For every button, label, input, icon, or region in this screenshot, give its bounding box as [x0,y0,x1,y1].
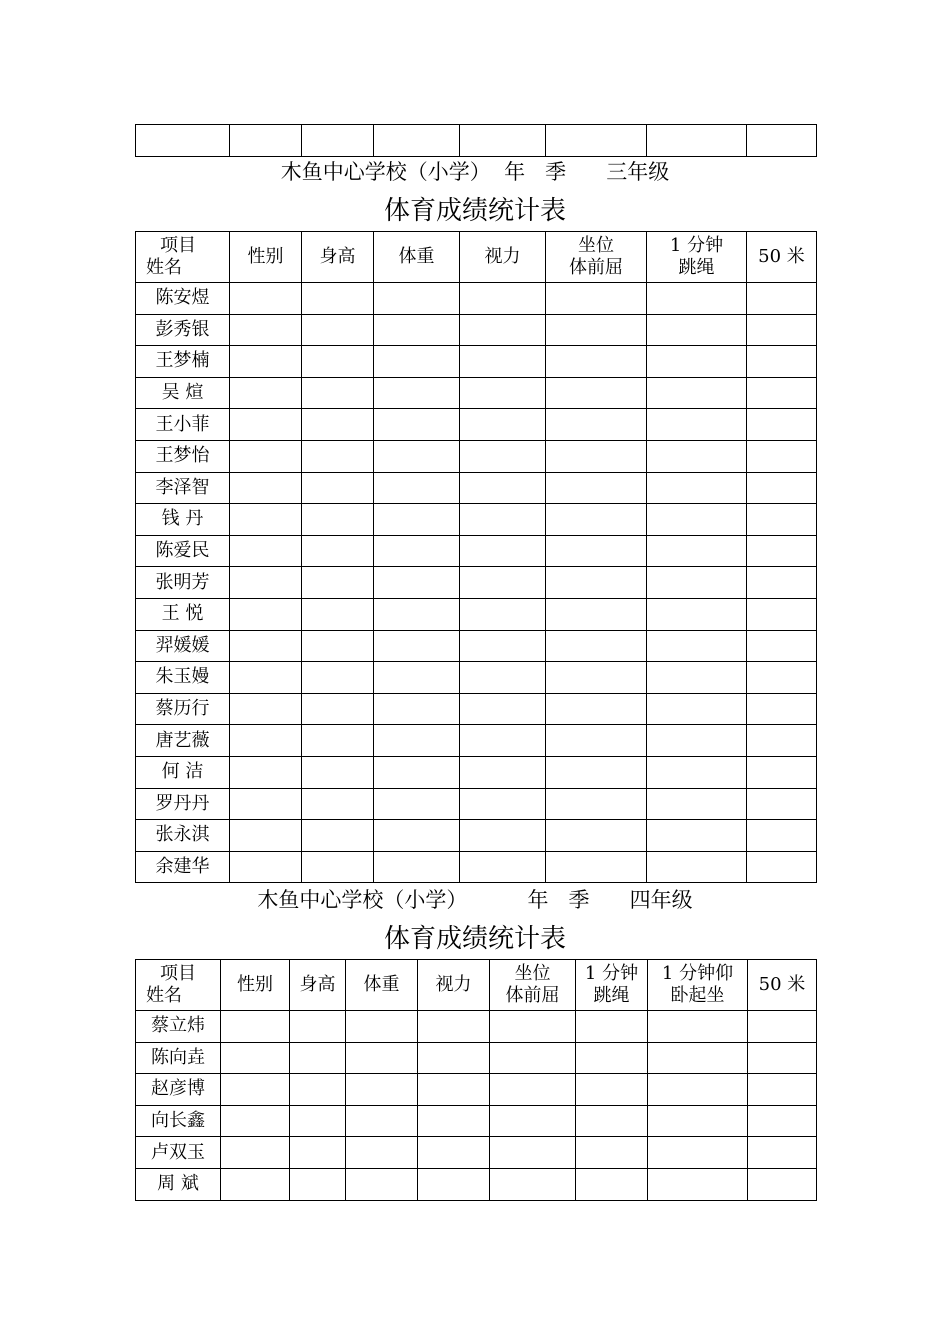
student-name: 彭秀银 [136,314,230,346]
score-cell[interactable] [302,662,374,694]
score-cell[interactable] [302,283,374,315]
score-cell[interactable] [374,504,460,536]
score-cell[interactable] [230,314,302,346]
score-cell[interactable] [460,535,546,567]
table-row [136,377,817,409]
score-cell[interactable] [290,1105,346,1137]
header-label: 50 米 [758,246,805,267]
header-label: 体前屈 [505,985,560,1006]
header-cell [748,960,817,1011]
student-name: 唐艺薇 [136,725,230,757]
score-cell[interactable] [374,598,460,630]
table-cell [374,125,460,157]
project-name-header [136,960,221,1011]
header-label: 跳绳 [593,985,630,1006]
score-cell[interactable] [346,1137,418,1169]
score-cell[interactable] [302,756,374,788]
score-cell[interactable] [490,1011,576,1043]
score-cell[interactable] [290,1168,346,1200]
header-cell [648,960,748,1011]
header-cell [576,960,648,1011]
project-label: 项目 [160,963,196,984]
score-cell[interactable] [460,725,546,757]
score-cell[interactable] [302,567,374,599]
score-cell[interactable] [747,472,817,504]
score-cell[interactable] [374,283,460,315]
score-cell[interactable] [221,1074,290,1106]
score-cell[interactable] [302,851,374,883]
score-cell[interactable] [546,346,647,378]
header-label: 体重 [363,974,400,995]
score-cell[interactable] [576,1074,648,1106]
score-cell[interactable] [230,472,302,504]
score-cell[interactable] [647,598,747,630]
score-cell[interactable] [747,725,817,757]
score-cell[interactable] [230,725,302,757]
table-row [136,1168,817,1200]
header-label: 50 米 [758,974,806,995]
score-cell[interactable] [302,725,374,757]
name-label: 姓名 [146,257,182,278]
score-cell[interactable] [748,1137,817,1169]
project-name-header [136,232,230,283]
score-cell[interactable] [647,314,747,346]
table-row [136,409,817,441]
student-name: 周 斌 [136,1168,221,1200]
student-name: 王 悦 [136,598,230,630]
score-cell[interactable] [460,377,546,409]
score-cell[interactable] [747,756,817,788]
score-cell[interactable] [418,1168,490,1200]
score-cell[interactable] [576,1042,648,1074]
score-cell[interactable] [418,1011,490,1043]
header-label: 卧起坐 [670,985,725,1006]
score-cell[interactable] [290,1011,346,1043]
score-cell[interactable] [221,1011,290,1043]
score-cell[interactable] [374,756,460,788]
score-cell[interactable] [546,504,647,536]
score-cell[interactable] [747,535,817,567]
score-cell[interactable] [230,346,302,378]
score-cell[interactable] [302,820,374,852]
table-row [136,504,817,536]
score-cell[interactable] [290,1137,346,1169]
header-cell [490,960,576,1011]
score-cell[interactable] [418,1137,490,1169]
score-cell[interactable] [546,409,647,441]
header-label: 视力 [435,974,472,995]
score-cell[interactable] [460,820,546,852]
score-cell[interactable] [546,820,647,852]
score-cell[interactable] [648,1011,748,1043]
section1-title: 体育成绩统计表 [383,196,566,226]
score-cell[interactable] [460,756,546,788]
header-cell [647,232,747,283]
score-cell[interactable] [748,1074,817,1106]
header-label: 坐位 [578,235,614,256]
table-cell [546,125,647,157]
table-row [136,1011,817,1043]
table-row [136,346,817,378]
score-cell[interactable] [460,346,546,378]
score-cell[interactable] [747,788,817,820]
score-cell[interactable] [546,440,647,472]
score-cell[interactable] [374,851,460,883]
score-cell[interactable] [460,788,546,820]
table-row [136,1137,817,1169]
score-cell[interactable] [747,314,817,346]
student-name: 张明芳 [136,567,230,599]
score-cell[interactable] [302,440,374,472]
header-label: 1 分钟 [669,235,724,256]
score-cell[interactable] [647,756,747,788]
score-cell[interactable] [302,535,374,567]
score-cell[interactable] [302,314,374,346]
table-row [136,567,817,599]
score-cell[interactable] [648,1105,748,1137]
header-cell [747,232,817,283]
score-cell[interactable] [460,440,546,472]
table-row [136,662,817,694]
score-cell[interactable] [290,1042,346,1074]
score-cell[interactable] [747,630,817,662]
score-cell[interactable] [647,535,747,567]
top-partial-table [135,124,817,157]
score-cell[interactable] [546,472,647,504]
score-cell[interactable] [346,1074,418,1106]
score-cell[interactable] [747,662,817,694]
table-row [136,283,817,315]
table-row [136,630,817,662]
score-cell[interactable] [647,851,747,883]
score-cell[interactable] [747,504,817,536]
header-cell [418,960,490,1011]
student-name: 余建华 [136,851,230,883]
score-cell[interactable] [460,598,546,630]
score-cell[interactable] [460,851,546,883]
score-cell[interactable] [648,1074,748,1106]
score-cell[interactable] [230,535,302,567]
header-cell [221,960,290,1011]
table-row [136,598,817,630]
section1-body [136,283,817,883]
table-row [136,440,817,472]
table-row [136,820,817,852]
score-cell[interactable] [576,1168,648,1200]
header-label: 性别 [247,246,284,267]
score-cell[interactable] [374,472,460,504]
project-label: 项目 [160,235,196,256]
score-cell[interactable] [648,1042,748,1074]
student-name: 蔡历行 [136,693,230,725]
score-cell[interactable] [748,1042,817,1074]
student-name: 卢双玉 [136,1137,221,1169]
header-row [136,960,817,1011]
score-cell[interactable] [460,693,546,725]
score-cell[interactable] [374,346,460,378]
table-row [136,756,817,788]
score-cell[interactable] [748,1011,817,1043]
score-cell[interactable] [490,1105,576,1137]
score-cell[interactable] [747,851,817,883]
header-label: 视力 [484,246,521,267]
score-cell[interactable] [647,346,747,378]
table-cell [647,125,747,157]
score-cell[interactable] [374,725,460,757]
score-cell[interactable] [418,1105,490,1137]
score-cell[interactable] [302,630,374,662]
score-cell[interactable] [230,598,302,630]
score-cell[interactable] [302,409,374,441]
score-cell[interactable] [346,1105,418,1137]
section1-subtitle: 木鱼中心学校（小学） 年 季 三年级 [280,160,670,184]
table-row [136,1042,817,1074]
score-cell[interactable] [490,1042,576,1074]
score-cell[interactable] [546,851,647,883]
table-cell [747,125,817,157]
table-row [136,314,817,346]
score-cell[interactable] [546,535,647,567]
header-label: 体前屈 [569,257,623,278]
table-row [136,1074,817,1106]
score-cell[interactable] [647,409,747,441]
score-cell[interactable] [418,1042,490,1074]
score-cell[interactable] [647,820,747,852]
score-cell[interactable] [374,662,460,694]
student-name: 李泽智 [136,472,230,504]
score-cell[interactable] [230,820,302,852]
score-cell[interactable] [648,1168,748,1200]
score-cell[interactable] [374,314,460,346]
score-cell[interactable] [546,725,647,757]
score-cell[interactable] [302,788,374,820]
header-label: 坐位 [514,963,551,984]
score-cell[interactable] [230,756,302,788]
score-cell[interactable] [747,377,817,409]
student-name: 张永淇 [136,820,230,852]
score-cell[interactable] [230,283,302,315]
student-name: 陈安煜 [136,283,230,315]
header-label: 性别 [237,974,273,995]
score-cell[interactable] [230,377,302,409]
header-label: 跳绳 [678,257,715,278]
score-cell[interactable] [647,472,747,504]
score-cell[interactable] [546,788,647,820]
header-cell [302,232,374,283]
score-cell[interactable] [747,820,817,852]
score-cell[interactable] [546,756,647,788]
student-name: 王梦怡 [136,440,230,472]
score-cell[interactable] [374,820,460,852]
score-cell[interactable] [546,693,647,725]
score-cell[interactable] [460,472,546,504]
score-cell[interactable] [647,567,747,599]
score-cell[interactable] [346,1168,418,1200]
score-cell[interactable] [221,1168,290,1200]
student-name: 陈向垚 [136,1042,221,1074]
table-row [136,535,817,567]
score-cell[interactable] [576,1137,648,1169]
score-cell[interactable] [647,504,747,536]
score-cell[interactable] [302,377,374,409]
score-cell[interactable] [647,377,747,409]
student-name: 朱玉嫚 [136,662,230,694]
table-cell [460,125,546,157]
score-cell[interactable] [230,693,302,725]
student-name: 王梦楠 [136,346,230,378]
header-label: 体重 [398,246,435,267]
section2-title: 体育成绩统计表 [383,924,566,954]
score-cell[interactable] [490,1168,576,1200]
section2-body [136,1011,817,1201]
score-cell[interactable] [460,314,546,346]
score-cell[interactable] [302,504,374,536]
score-cell[interactable] [747,409,817,441]
header-cell [374,232,460,283]
score-cell[interactable] [302,346,374,378]
header-label: 1 分钟 [584,963,639,984]
score-cell[interactable] [221,1042,290,1074]
student-name: 钱 丹 [136,504,230,536]
student-name: 羿媛媛 [136,630,230,662]
section1-table [135,231,817,883]
score-cell[interactable] [302,693,374,725]
score-cell[interactable] [346,1011,418,1043]
score-cell[interactable] [647,630,747,662]
score-cell[interactable] [374,377,460,409]
table-row [136,472,817,504]
student-name: 陈爱民 [136,535,230,567]
score-cell[interactable] [290,1074,346,1106]
score-cell[interactable] [302,598,374,630]
score-cell[interactable] [230,788,302,820]
score-cell[interactable] [374,788,460,820]
score-cell[interactable] [576,1105,648,1137]
score-cell[interactable] [546,630,647,662]
table-row [136,851,817,883]
score-cell[interactable] [647,788,747,820]
score-cell[interactable] [747,598,817,630]
score-cell[interactable] [460,504,546,536]
student-name: 王小菲 [136,409,230,441]
score-cell[interactable] [647,440,747,472]
score-cell[interactable] [374,567,460,599]
header-cell [230,232,302,283]
score-cell[interactable] [747,693,817,725]
score-cell[interactable] [546,283,647,315]
student-name: 向长鑫 [136,1105,221,1137]
score-cell[interactable] [460,662,546,694]
score-cell[interactable] [374,630,460,662]
score-cell[interactable] [221,1137,290,1169]
table-row [136,125,817,157]
score-cell[interactable] [460,409,546,441]
score-cell[interactable] [374,693,460,725]
score-cell[interactable] [374,440,460,472]
score-cell[interactable] [546,377,647,409]
score-cell[interactable] [230,409,302,441]
section2-table [135,959,817,1201]
score-cell[interactable] [418,1074,490,1106]
score-cell[interactable] [230,851,302,883]
student-name: 蔡立炜 [136,1011,221,1043]
student-name: 吴 煊 [136,377,230,409]
score-cell[interactable] [302,472,374,504]
table-row [136,788,817,820]
student-name: 罗丹丹 [136,788,230,820]
table-row [136,1105,817,1137]
score-cell[interactable] [576,1011,648,1043]
score-cell[interactable] [230,504,302,536]
header-cell [290,960,346,1011]
header-cell [346,960,418,1011]
score-cell[interactable] [748,1105,817,1137]
table-cell [230,125,302,157]
score-cell[interactable] [747,283,817,315]
score-cell[interactable] [747,346,817,378]
score-cell[interactable] [230,662,302,694]
score-cell[interactable] [648,1137,748,1169]
score-cell[interactable] [460,283,546,315]
score-cell[interactable] [748,1168,817,1200]
table-cell [302,125,374,157]
table-cell [136,125,230,157]
score-cell[interactable] [546,598,647,630]
header-label: 身高 [299,974,336,995]
name-label: 姓名 [146,985,182,1006]
score-cell[interactable] [230,630,302,662]
score-cell[interactable] [230,567,302,599]
score-cell[interactable] [460,630,546,662]
header-cell [546,232,647,283]
score-cell[interactable] [490,1074,576,1106]
header-label: 身高 [319,246,356,267]
score-cell[interactable] [546,662,647,694]
table-row [136,693,817,725]
score-cell[interactable] [346,1042,418,1074]
score-cell[interactable] [230,440,302,472]
score-cell[interactable] [374,535,460,567]
score-cell[interactable] [647,693,747,725]
score-cell[interactable] [221,1105,290,1137]
score-cell[interactable] [460,567,546,599]
header-label: 1 分钟仰 [661,963,734,984]
student-name: 赵彦博 [136,1074,221,1106]
student-name: 何 洁 [136,756,230,788]
score-cell[interactable] [374,409,460,441]
score-cell[interactable] [647,283,747,315]
score-cell[interactable] [647,725,747,757]
score-cell[interactable] [747,440,817,472]
score-cell[interactable] [747,567,817,599]
table-row [136,725,817,757]
header-row [136,232,817,283]
score-cell[interactable] [490,1137,576,1169]
section2-subtitle: 木鱼中心学校（小学） 年 季 四年级 [257,888,693,912]
score-cell[interactable] [647,662,747,694]
score-cell[interactable] [546,567,647,599]
header-cell [460,232,546,283]
score-cell[interactable] [546,314,647,346]
